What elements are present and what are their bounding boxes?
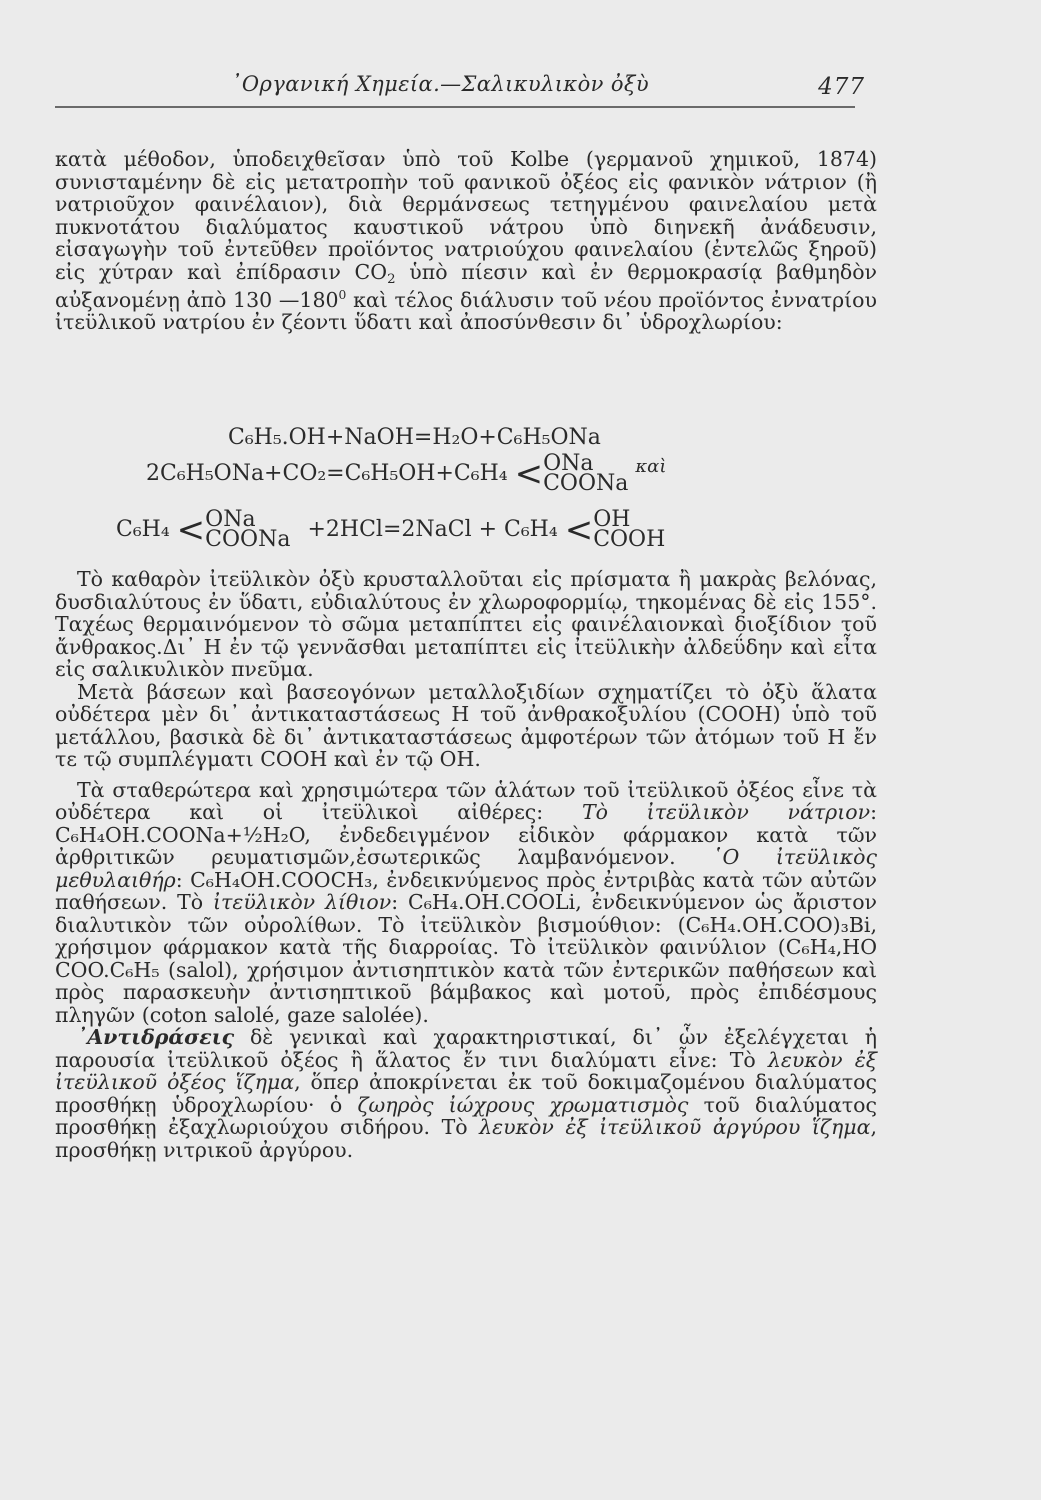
intro-text-b: ὑπὸ πίεσιν καὶ ἐν θερμοκρασίᾳ βαθμηδὸν αὐξανομένῃ ἀπὸ 130 —180: [55, 259, 878, 312]
methyl-ether-term: ῾Ο ἰτεϋλικὸς μεθυλαιθήρ: [55, 845, 877, 892]
paragraph-4: [55, 1026, 877, 1161]
reactions-heading: ᾿Αντιδράσεις: [77, 1025, 235, 1049]
paragraph-3-text-c: : C₆H₄OH.COOCH₃, ἐνδεικνύμενος πρὸς ἐντριβὰς κατὰ τῶν αὐτῶν παθήσεων. Τὸ: [55, 867, 877, 914]
paragraph-3-text-a: Τὰ σταθερώτερα καὶ χρησιμώτερα τῶν ἁλάτων τοῦ ἰτεϋλικοῦ ὀξέος εἶνε τὰ οὐδέτερα καὶ οἱ ἰτεϋλικοὶ αἰθέρες:: [55, 777, 877, 824]
equation-3-b-top: OH: [593, 507, 631, 532]
paragraph-2: Μετὰ βάσεων καὶ βασεογόνων μεταλλοξιδίων σχηματίζει τὸ ὀξὺ ἅλατα οὐδέτερα μὲν δι᾿ ἀντικαταστάσεως Η τοῦ ἀνθρακοξυλίου (COOH) ὑπὸ τοῦ μετάλλου, βασικὰ δὲ δι᾿ ἀντικαταστάσεως ἀμφοτέρων τῶν ἀτόμων τοῦ Η ἔν τε τῷ συμπλέγματι COOH καὶ ἐν τῷ OH.: [55, 679, 877, 771]
branch-bracket: <: [564, 510, 594, 550]
equation-3-a: C₆H₄: [116, 517, 170, 542]
equation-3-mid: +2HCl=2NaCl + C₆H₄: [307, 517, 558, 542]
silver-precipitate-term: λευκὸν ἐξ ἰτεϋλικοῦ ἀργύρου ἵζημα: [479, 1115, 871, 1139]
equation-2-top: ONa: [543, 451, 594, 476]
body-paragraphs: [55, 568, 877, 1161]
paragraph-4-text-c: τοῦ διαλύματος προσθήκῃ ἐξαχλωριούχου σιδήρου. Τὸ: [55, 1092, 877, 1139]
paragraph-3: [55, 779, 877, 1027]
equation-2-bottom: COONa: [543, 471, 629, 496]
equation-3-a-stack: [205, 507, 291, 552]
sodium-salicylate-term: Τὸ ἰτεϋλικὸν νάτριον: [581, 800, 871, 824]
white-precipitate-term: λευκὸν ἐξ ἰτεϋλικοῦ ὀξέος ἵζημα: [55, 1047, 877, 1094]
paragraph-4-text-a: δὲ γενικαὶ καὶ χαρακτηριστικαί, δι᾿ ὧν ἐξελέγχεται ἡ παρουσία ἰτεϋλικοῦ ὀξέος ἢ ἅλατος ἔν τινι διαλύματι εἶνε: Τὸ: [55, 1025, 877, 1072]
equation-2-word: καὶ: [635, 456, 667, 477]
intro-text-c: καὶ τέλος διάλυσιν τοῦ νέου προϊόντος ἐννατρίου ἰτεϋλικοῦ νατρίου ἐν ζέοντι ὕδατι καὶ ἀποσύνθεσιν δι᾿ ὑδροχλωρίου:: [55, 287, 877, 334]
equation-3: [116, 507, 666, 552]
paragraph-4-text-d: , προσθήκῃ νιτρικοῦ ἀργύρου.: [55, 1115, 877, 1162]
equation-3-a-bottom: COONa: [205, 527, 291, 552]
branch-bracket: <: [176, 510, 206, 550]
equation-1-text: C₆H₅.OH+NaOH=H₂O+C₆H₅ONa: [228, 425, 601, 450]
paragraph-3-text-b: : C₆H₄OH.COONa+½H₂O, ἐνδεδειγμένον εἰδικὸν φάρμακον κατὰ τῶν ἀρθριτικῶν ρευματισμῶν,ἐσωτερικῶς λαμβανόμενον.: [55, 800, 877, 869]
equation-1: [228, 426, 601, 450]
equation-3-a-top: ONa: [205, 507, 256, 532]
intro-paragraph: [55, 148, 877, 334]
paragraph-1: Τὸ καθαρὸν ἰτεϋλικὸν ὀξὺ κρυσταλλοῦται εἰς πρίσματα ἢ μακρὰς βελόνας, δυσδιαλύτους ἐν ὕδατι, εὐδιαλύτους ἐν χλωροφορμίῳ, τηκομένας δὲ εἰς 155°. Ταχέως θερμαινόμενον τὸ σῶμα μεταπίπτει εἰς φαινέλαιονκαὶ διοξίδιον τοῦ ἄνθρακος.Δι᾿ Η ἐν τῷ γεννᾶσθαι μεταπίπτει εἰς ἰτεϋλικὴν ἀλδεΰδην καὶ εἶτα εἰς σαλικυλικὸν πνεῦμα.: [55, 567, 877, 681]
branch-bracket: <: [514, 454, 544, 494]
intro-subscript: 2: [387, 271, 396, 287]
equation-3-b-bottom: COOH: [593, 527, 666, 552]
page-header: [55, 70, 865, 104]
lithium-salicylate-term: ἰτεϋλικὸν λίθιον: [213, 890, 392, 914]
page-number: 477: [818, 74, 865, 100]
equation-2: [146, 451, 667, 496]
paragraph-4-text-b: , ὅπερ ἀποκρίνεται ἐκ τοῦ δοκιμαζομένου διαλύματος προσθήκῃ ὑδροχλωρίου· ὁ: [55, 1070, 877, 1117]
violet-coloration-term: ζωηρὸς ἰώχρους χρωματισμὸς: [357, 1092, 689, 1117]
equation-3-b-stack: [593, 507, 666, 552]
equation-2-left: 2C₆H₅ONa+CO₂=C₆H₅OH+C₆H₄: [146, 461, 508, 486]
intro-text: κατὰ μέθοδον, ὑποδειχθεῖσαν ὑπὸ τοῦ Kolbe (γερμανοῦ χημικοῦ, 1874) συνισταμένην δὲ εἰς μετατροπὴν τοῦ φανικοῦ ὀξέος εἰς φανικὸν νάτριον (ἢ νατριοῦχον φαινέλαιον), διὰ θερμάνσεως τετηγμένου φαινελαίου μετὰ πυκνοτάτου διαλύματος καυστικοῦ νάτρου ὑπὸ διηνεκῆ ἀνάδευσιν, εἰσαγωγὴν τοῦ ἐντεῦθεν προϊόντος νατριούχου φαινελαίου (ἐντελῶς ξηροῦ) εἰς χύτραν καὶ ἐπίδρασιν CO: [55, 147, 877, 284]
running-title: ᾿Οργανική Χημεία.—Σαλικυλικὸν ὀξὺ: [231, 72, 650, 96]
header-rule: [55, 106, 855, 108]
equation-2-stack: [543, 451, 629, 496]
paragraph-3-text-d: : C₆H₄.OH.COOLi, ἐνδεικνύμενον ὡς ἄριστον διαλυτικὸν τῶν οὐρολίθων. Τὸ ἰτεϋλικὸν βισμούθιον: (C₆H₄.OH.COO)₃Bi, χρήσιμον φάρμακον κατὰ τῆς διαρροίας. Τὸ ἰτεϋλικὸν φαινύλιον (C₆H₄,HO COO.C₆H₅ (salol), χρήσιμον ἀντισηπτικὸν κατὰ τῶν ἐντερικῶν παθήσεων καὶ πρὸς παρασκευὴν ἀντισηπτικοῦ βάμβακος καὶ μοτοῦ, πρὸς ἐπιδέσμους πληγῶν (coton salolé, gaze salolée).: [55, 890, 877, 1027]
intro-degree: 0: [338, 287, 347, 302]
